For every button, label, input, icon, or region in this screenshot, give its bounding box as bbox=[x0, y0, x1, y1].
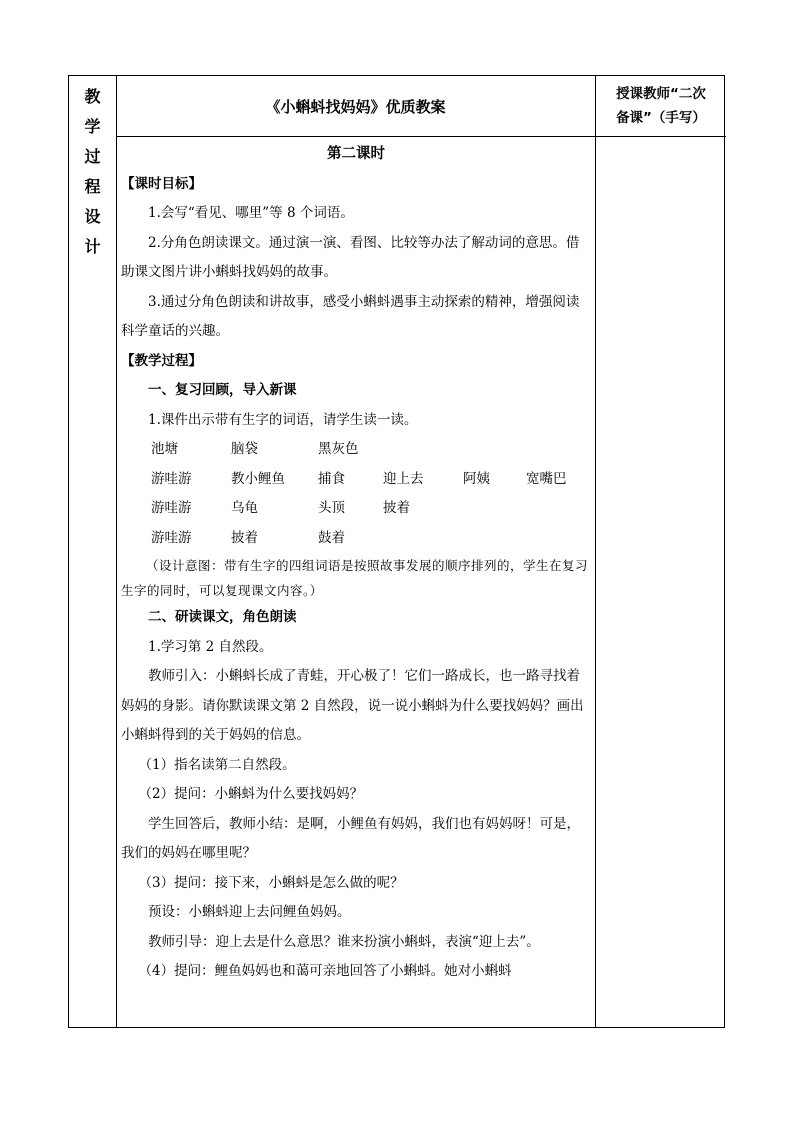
teacher-notes-line: 授课教师“二次 bbox=[616, 86, 706, 102]
goals-heading: 【课时目标】 bbox=[121, 175, 202, 192]
question-item: （3）提问：接下来，小蝌蚪是怎么做的呢？ bbox=[138, 874, 404, 891]
side-char: 程 bbox=[84, 177, 101, 196]
word: 游哇游 bbox=[151, 500, 192, 516]
word: 披着 bbox=[231, 529, 258, 546]
word: 黑灰色 bbox=[318, 441, 359, 457]
word: 游哇游 bbox=[151, 470, 192, 487]
word: 乌龟 bbox=[231, 500, 258, 516]
question-item: （2）提问：小蝌蚪为什么要找妈妈？ bbox=[138, 786, 364, 802]
word: 脑袋 bbox=[231, 441, 258, 457]
word-row bbox=[121, 494, 591, 524]
word-row bbox=[121, 524, 591, 554]
document-title: 《小蝌蚪找妈妈》优质教案 bbox=[265, 97, 446, 116]
question-item: （1）指名读第二自然段。 bbox=[138, 756, 296, 773]
word: 教小鲤鱼 bbox=[231, 470, 285, 487]
word-row bbox=[121, 435, 591, 465]
paragraph: 1.课件出示带有生字的词语，请学生读一读。 bbox=[148, 411, 418, 428]
word: 头顶 bbox=[318, 500, 345, 516]
process-heading: 【教学过程】 bbox=[121, 352, 202, 369]
word-row bbox=[121, 465, 591, 495]
paragraph: 教师引入：小蝌蚪长成了青蛙，开心极了！它们一路成长，也一路寻找着妈妈的身影。请你默读课文第 2 自然段，说一说小蝌蚪为什么要找妈妈？画出小蝌蚪得到的关于妈妈的信息。 bbox=[121, 668, 584, 743]
section-heading: 二、研读课文，角色朗读 bbox=[148, 609, 297, 625]
paragraph: 教师引导：迎上去是什么意思？谁来扮演小蝌蚪，表演“迎上去”。 bbox=[148, 933, 540, 950]
side-char: 过 bbox=[84, 147, 101, 166]
teacher-notes-header bbox=[599, 78, 723, 136]
word: 捕食 bbox=[318, 470, 345, 487]
side-char: 教 bbox=[84, 87, 101, 106]
design-note: （设计意图：带有生字的四组词语是按照故事发展的顺序排列的，学生在复习生字的同时，可以复现课文内容。） bbox=[121, 558, 589, 598]
word: 迎上去 bbox=[383, 470, 424, 487]
column-divider-right bbox=[595, 76, 596, 1027]
header-divider bbox=[116, 136, 726, 137]
side-char: 计 bbox=[84, 237, 101, 256]
word: 鼓着 bbox=[318, 529, 345, 546]
paragraph: 1.学习第 2 自然段。 bbox=[148, 638, 273, 655]
lesson-plan-table bbox=[68, 75, 725, 1028]
teacher-notes-line: 备课”（手写） bbox=[616, 110, 706, 126]
goal-item: 2.分角色朗读课文。通过演一演、看图、比较等办法了解动词的意思。借助课文图片讲小蝌蚪找妈妈的故事。 bbox=[121, 234, 580, 280]
question-item: （4）提问：鲤鱼妈妈也和蔼可亲地回答了小蝌蚪。她对小蝌蚪 bbox=[138, 963, 512, 979]
paragraph: 学生回答后，教师小结：是啊，小鲤鱼有妈妈，我们也有妈妈呀！可是，我们的妈妈在哪里呢？ bbox=[121, 815, 580, 861]
word: 游哇游 bbox=[151, 529, 192, 546]
section-heading: 一、复习回顾，导入新课 bbox=[148, 382, 297, 398]
side-char: 学 bbox=[84, 117, 101, 136]
goal-item: 3.通过分角色朗读和讲故事，感受小蝌蚪遇事主动探索的精神，增强阅读科学童话的兴趣。 bbox=[121, 293, 580, 339]
word: 披着 bbox=[383, 500, 410, 516]
word: 阿姨 bbox=[463, 470, 490, 487]
word: 池塘 bbox=[151, 441, 178, 457]
side-char: 设 bbox=[84, 207, 101, 226]
lesson-title: 第二课时 bbox=[327, 146, 385, 162]
column-divider-left bbox=[116, 76, 117, 1027]
goal-item: 1.会写“看见、哪里”等 8 个词语。 bbox=[148, 205, 354, 221]
word: 宽嘴巴 bbox=[526, 470, 567, 487]
section-label-vertical bbox=[69, 82, 116, 262]
paragraph: 预设：小蝌蚪迎上去问鲤鱼妈妈。 bbox=[148, 904, 351, 920]
lesson-content bbox=[121, 140, 591, 987]
